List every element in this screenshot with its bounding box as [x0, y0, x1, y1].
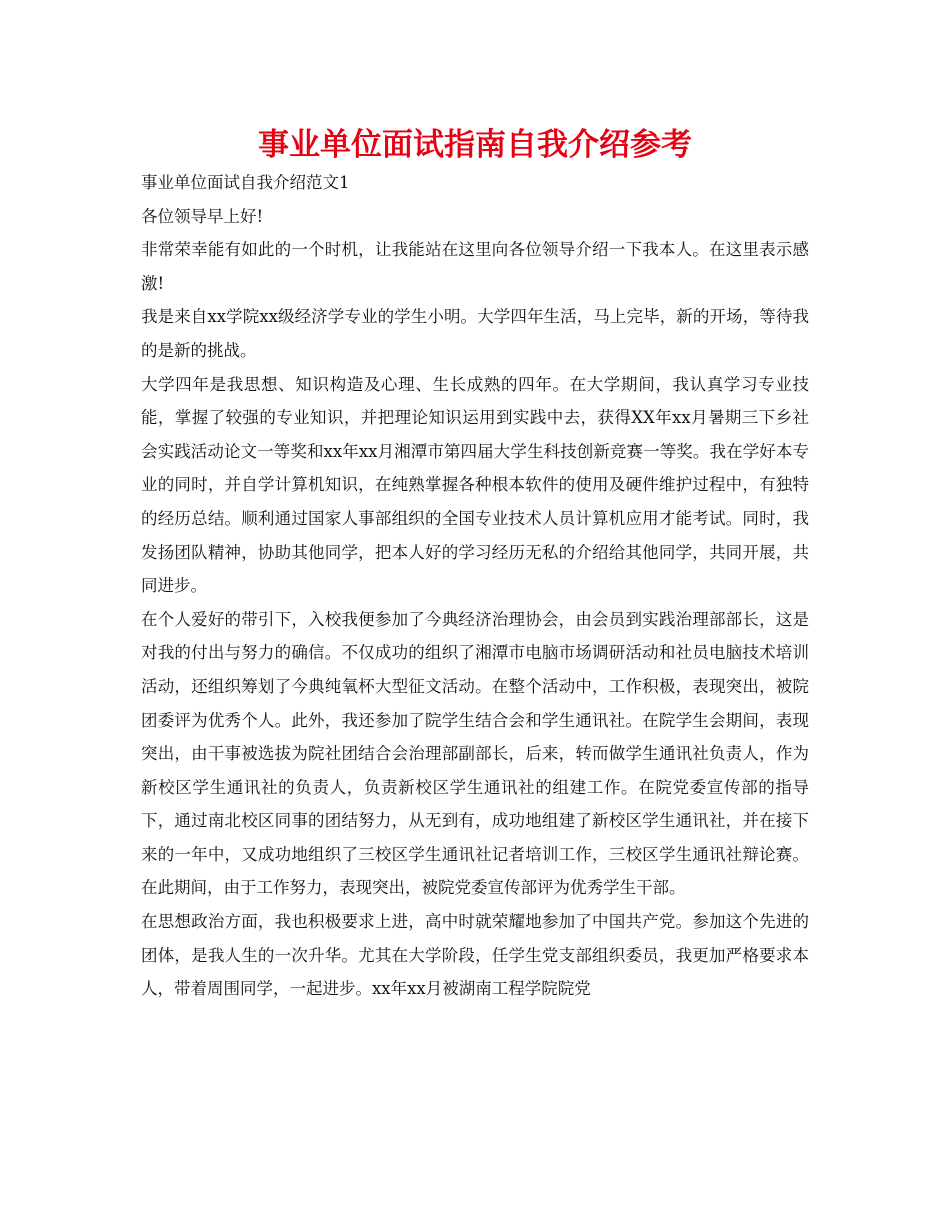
paragraph: 我是来自xx学院xx级经济学专业的学生小明。大学四年生活，马上完毕，新的开场，等待我的是新的挑战。	[141, 307, 809, 360]
paragraph: 在思想政治方面，我也积极要求上进，高中时就荣耀地参加了中国共产党。参加这个先进的团体，是我人生的一次升华。尤其在大学阶段，任学生党支部组织委员，我更加严格要求本人，带着周围同学，一起进步。xx年xx月被湖南工程学院院党	[141, 912, 809, 999]
paragraph: 大学四年是我思想、知识构造及心理、生长成熟的四年。在大学期间，我认真学习专业技能，掌握了较强的专业知识，并把理论知识运用到实践中去，获得XX年xx月暑期三下乡社会实践活动论文一等奖和xx年xx月湘潭市第四届大学生科技创新竞赛一等奖。我在学好本专业的同时，并自学计算机知识，在纯熟掌握各种根本软件的使用及硬件维护过程中，有独特的经历总结。顺利通过国家人事部组织的全国专业技术人员计算机应用才能考试。同时，我发扬团队精神，协助其他同学，把本人好的学习经历无私的介绍给其他同学，共同开展，共同进步。	[141, 374, 809, 596]
paragraph: 非常荣幸能有如此的一个时机，让我能站在这里向各位领导介绍一下我本人。在这里表示感激!	[141, 240, 809, 293]
paragraph-greeting: 各位领导早上好!	[141, 206, 264, 226]
paragraph: 在个人爱好的带引下，入校我便参加了今典经济治理协会，由会员到实践治理部部长，这是对我的付出与努力的确信。不仅成功的组织了湘潭市电脑市场调研活动和社员电脑技术培训活动，还组织筹划了今典纯氧杯大型征文活动。在整个活动中，工作积极，表现突出，被院团委评为优秀个人。此外，我还参加了院学生结合会和学生通讯社。在院学生会期间，表现突出，由干事被选拔为院社团结合会治理部副部长，后来，转而做学生通讯社负责人，作为新校区学生通讯社的负责人，负责新校区学生通讯社的组建工作。在院党委宣传部的指导下，通过南北校区同事的团结努力，从无到有，成功地组建了新校区学生通讯社，并在接下来的一年中，又成功地组织了三校区学生通讯社记者培训工作，三校区学生通讯社辩论赛。在此期间，由于工作努力，表现突出，被院党委宣传部评为优秀学生干部。	[141, 609, 809, 898]
paragraph-heading: 事业单位面试自我介绍范文1	[141, 173, 350, 192]
document-body	[141, 166, 809, 1006]
document-title: 事业单位面试指南自我介绍参考	[258, 127, 692, 163]
